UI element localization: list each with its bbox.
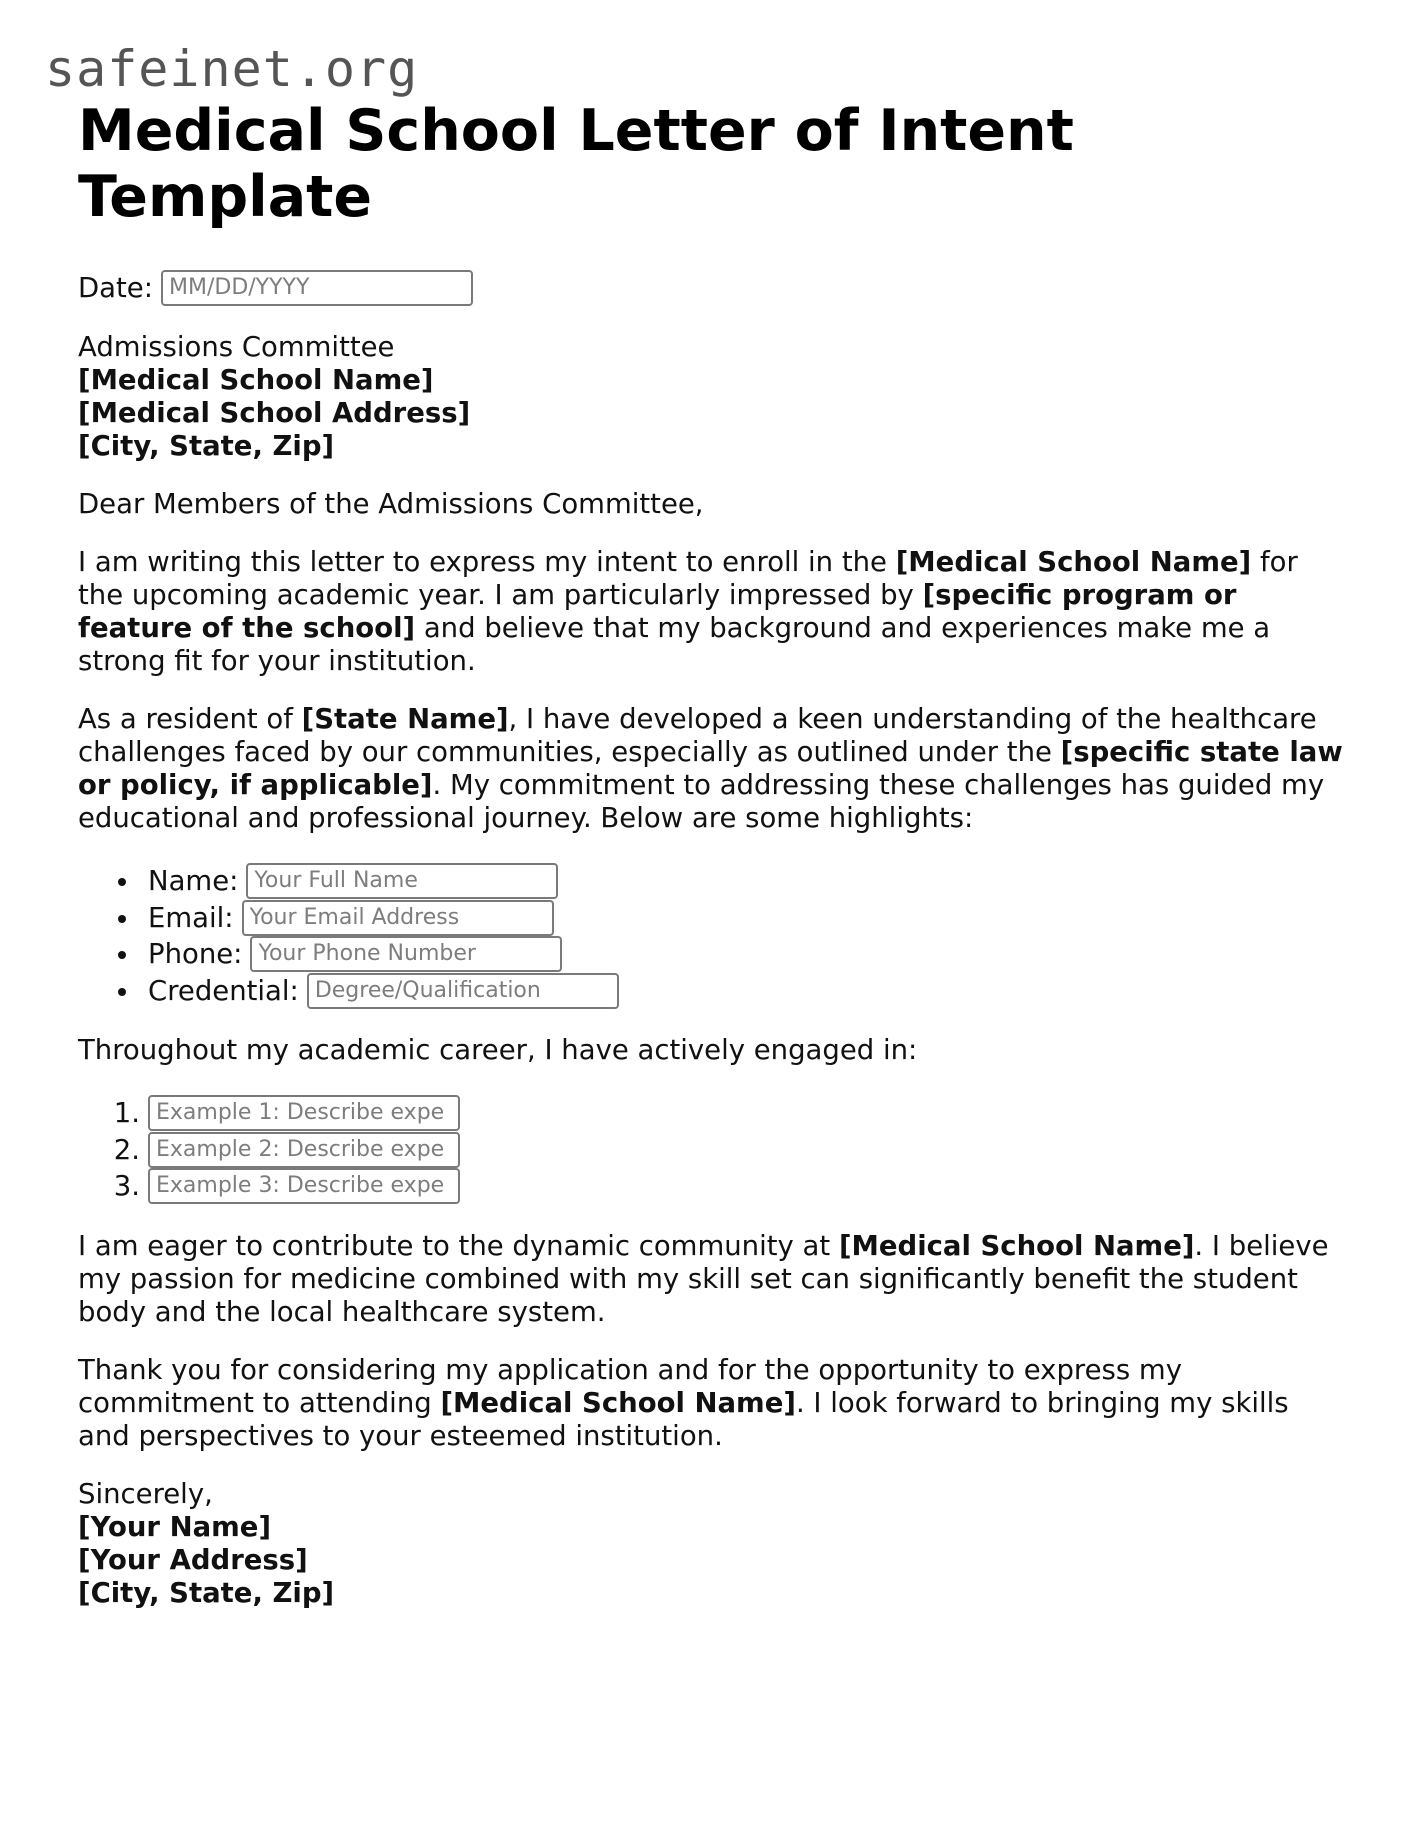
date-input[interactable]: MM/DD/YYYY <box>161 270 473 306</box>
paragraph-text: As a resident of <box>78 703 302 735</box>
paragraph-text: . My commitment to addressing these challenges has guided my educational and professional journey. Below are some highlights: <box>78 769 1325 834</box>
placeholder-program: [specific program or feature of the school] <box>78 579 1237 644</box>
recipient-city-state-zip: [City, State, Zip] <box>78 430 335 462</box>
activity-3-input[interactable]: Example 3: Describe expe <box>148 1168 460 1204</box>
signer-name: [Your Name] <box>78 1510 272 1543</box>
list-number: 3. <box>113 1170 140 1203</box>
recipient-school-address: [Medical School Address] <box>78 397 471 429</box>
letter-document <box>78 98 1348 1610</box>
date-label: Date: <box>78 271 153 304</box>
paragraph-residency <box>78 703 1348 835</box>
credential-label: Credential: <box>148 974 299 1007</box>
paragraph-text: I am writing this letter to express my intent to enroll in the <box>78 546 896 578</box>
credential-input[interactable]: Degree/Qualification <box>307 973 619 1009</box>
phone-label: Phone: <box>148 938 243 971</box>
list-item-phone <box>78 936 1348 973</box>
signer-address: [Your Address] <box>78 1543 308 1576</box>
email-label: Email: <box>148 901 234 934</box>
email-input[interactable]: Your Email Address <box>242 900 554 936</box>
recipient-school-name: [Medical School Name] <box>78 364 434 396</box>
paragraph-text: and believe that my background and experiences make me a strong fit for your institution. <box>78 612 1271 677</box>
placeholder-school-name: [Medical School Name] <box>440 1386 796 1419</box>
list-item-activity-2 <box>78 1132 1348 1169</box>
page-title: Medical School Letter of Intent Template <box>78 98 1074 230</box>
list-item-email <box>78 900 1348 937</box>
placeholder-school-name: [Medical School Name] <box>895 546 1252 578</box>
name-input[interactable]: Your Full Name <box>246 863 558 899</box>
paragraph-text: for the upcoming academic year. I am particularly impressed by <box>78 546 1298 611</box>
paragraph-text: , I have developed a keen understanding of the healthcare challenges faced by our communities, especially as outlined under the <box>78 703 1317 768</box>
paragraph-intent <box>78 546 1348 678</box>
recipient-line: Admissions Committee <box>78 331 395 363</box>
activity-2-input[interactable]: Example 2: Describe expe <box>148 1132 460 1168</box>
date-row <box>78 270 1348 306</box>
signature-block <box>78 1478 1348 1610</box>
placeholder-school-name: [Medical School Name] <box>838 1229 1195 1262</box>
recipient-address <box>78 331 1348 463</box>
placeholder-state-name: [State Name] <box>301 703 509 735</box>
salutation: Dear Members of the Admissions Committee, <box>78 488 704 520</box>
paragraph-contribution <box>78 1230 1348 1329</box>
list-number: 2. <box>113 1133 140 1166</box>
placeholder-state-law: [specific state law or policy, if applicable] <box>78 736 1343 801</box>
name-label: Name: <box>148 865 239 898</box>
list-item-credential <box>78 973 1348 1010</box>
paragraph-text: Thank you for considering my application and for the opportunity to express my commitment to attending <box>78 1353 1182 1419</box>
paragraph-text: . I believe my passion for medicine combined with my skill set can significantly benefit the student body and the local healthcare system. <box>78 1229 1329 1328</box>
activity-1-input[interactable]: Example 1: Describe expe <box>148 1095 460 1131</box>
watermark: safeinet.org <box>45 40 419 98</box>
paragraph-text: . I look forward to bringing my skills and perspectives to your esteemed institution. <box>78 1386 1289 1452</box>
list-item-name <box>78 863 1348 900</box>
contact-info-list <box>78 863 1348 1009</box>
activities-list <box>78 1095 1348 1205</box>
phone-input[interactable]: Your Phone Number <box>250 936 562 972</box>
list-number: 1. <box>113 1097 140 1130</box>
activities-intro: Throughout my academic career, I have actively engaged in: <box>78 1034 918 1066</box>
paragraph-thanks <box>78 1354 1348 1453</box>
closing-text: Sincerely, <box>78 1477 213 1510</box>
paragraph-text: I am eager to contribute to the dynamic community at <box>78 1229 839 1262</box>
list-item-activity-1 <box>78 1095 1348 1132</box>
signer-city-state-zip: [City, State, Zip] <box>78 1576 335 1609</box>
list-item-activity-3 <box>78 1168 1348 1205</box>
